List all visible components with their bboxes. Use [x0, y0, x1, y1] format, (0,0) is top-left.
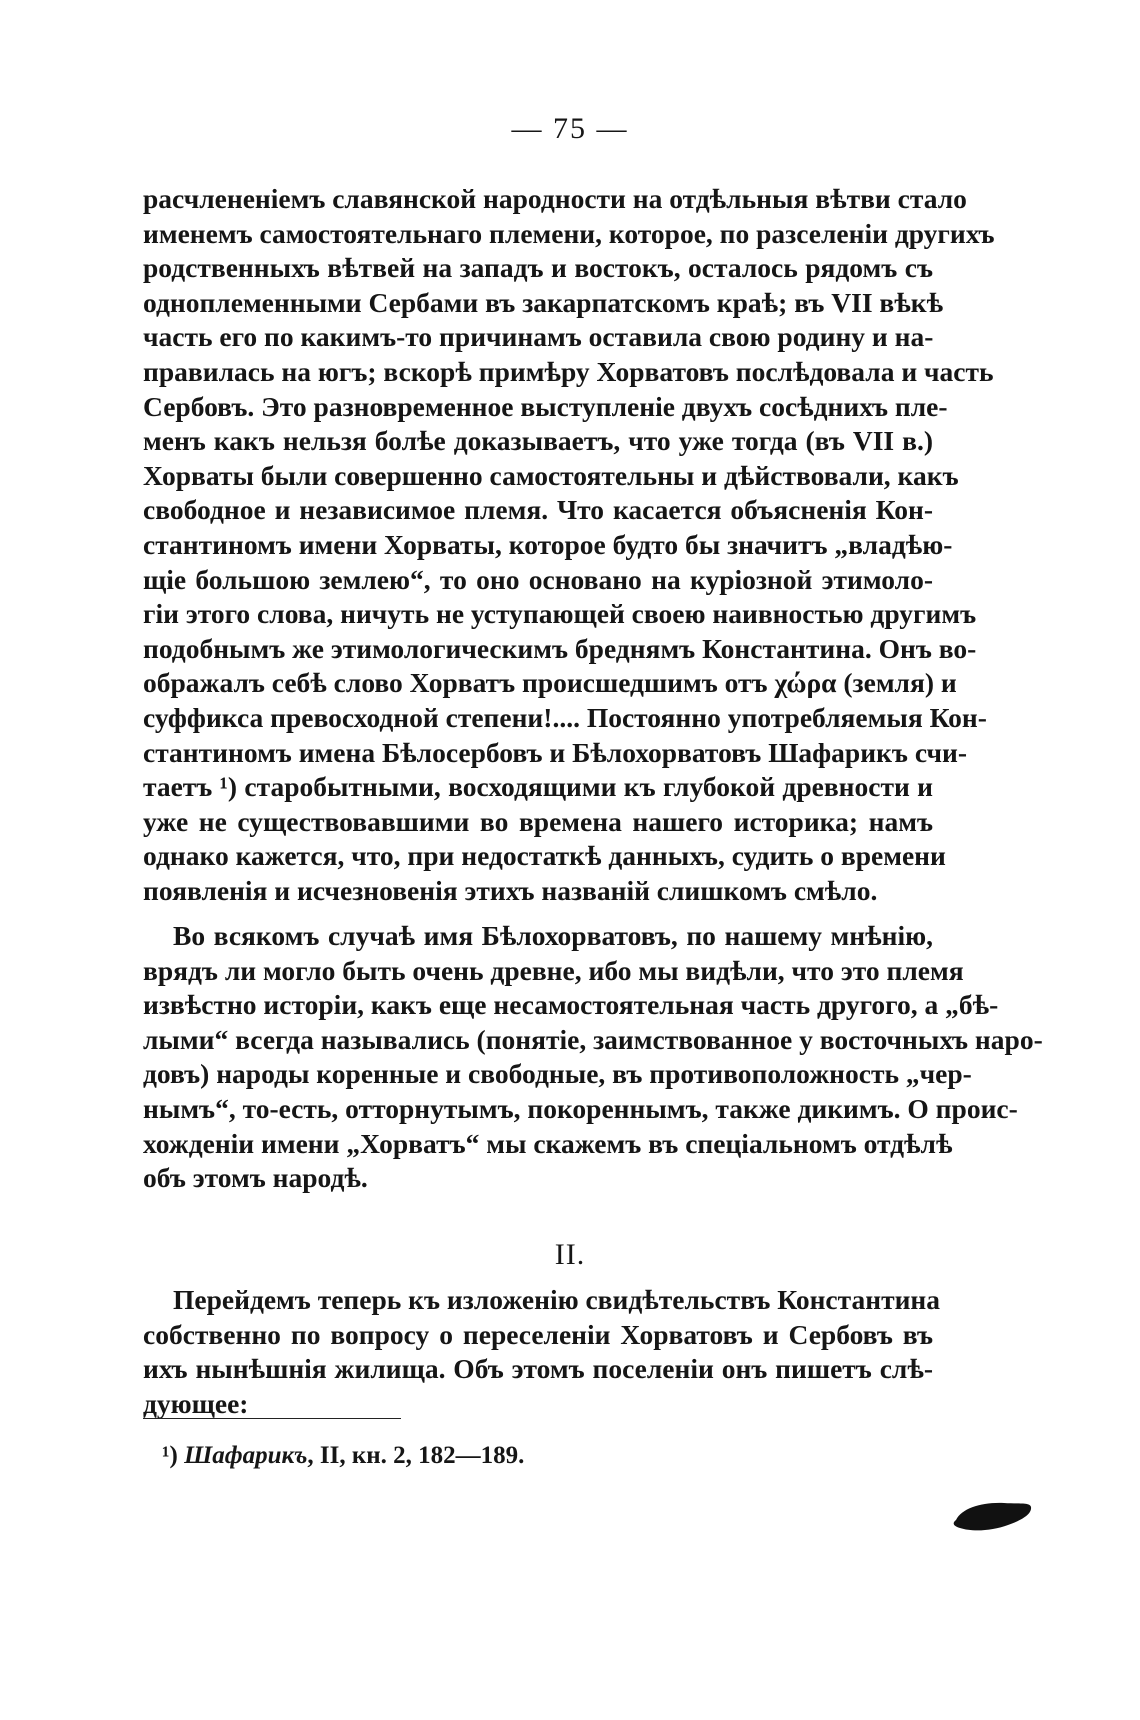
text-line: Хорваты были совершенно самостоятельны и дѣйствовали, какъ	[143, 459, 959, 491]
text-line: менъ какъ нельзя болѣе доказываетъ, что уже тогда (въ VII в.)	[143, 425, 933, 457]
text-line: Во всякомъ случаѣ имя Бѣлохорватовъ, по нашему мнѣнію,	[173, 920, 933, 951]
text-line: дующее:	[143, 1387, 249, 1419]
text-line: ихъ нынѣшнія жилища. Объ этомъ поселеніи онъ пишетъ слѣ-	[143, 1353, 933, 1385]
text-line: именемъ самостоятельнаго племени, которое, по разселеніи другихъ	[143, 217, 995, 249]
footnote-divider	[143, 1418, 401, 1419]
text-line: объ этомъ народѣ.	[143, 1162, 368, 1194]
text-line: стантиномъ имени Хорваты, которое будто бы значитъ „владѣю-	[143, 528, 953, 560]
text-line: лыми“ всегда назывались (понятіе, заимствованное у восточныхъ наро-	[143, 1023, 1043, 1055]
text-line: правилась на югъ; вскорѣ примѣру Хорватовъ послѣдовала и часть	[143, 355, 994, 387]
text-line: извѣстно исторіи, какъ еще несамостоятельная часть другого, а „бѣ-	[143, 989, 999, 1021]
text-line: однако кажется, что, при недостаткѣ данныхъ, судить о времени	[143, 840, 946, 872]
text-line: родственныхъ вѣтвей на западъ и востокъ, осталось рядомъ съ	[143, 252, 933, 284]
text-line: довъ) народы коренные и свободные, въ противоположность „чер-	[143, 1058, 972, 1090]
text-line: ображалъ себѣ слово Хорватъ происшедшимъ отъ χώρα (земля) и	[143, 667, 957, 699]
text-line: таетъ ¹) старобытными, восходящими къ глубокой древности и	[143, 771, 933, 803]
ink-blot-icon	[952, 1498, 1032, 1532]
text-line: уже не существовавшими во времена нашего историка; намъ	[143, 805, 933, 837]
paragraph-1	[143, 182, 995, 908]
text-line: суффикса превосходной степени!.... Постоянно употребляемыя Кон-	[143, 701, 987, 733]
text-line: Перейдемъ теперь къ изложенію свидѣтельствъ Константина	[173, 1284, 941, 1315]
footnote-reference: , II, кн. 2, 182—189.	[307, 1442, 525, 1469]
section-heading: II.	[554, 1238, 586, 1271]
footnote-marker: ¹)	[162, 1442, 178, 1469]
text-line: стантиномъ имена Бѣлосербовъ и Бѣлохорватовъ Шафарикъ счи-	[143, 736, 967, 768]
footnote	[162, 1442, 524, 1470]
footnote-author: Шафарикъ	[184, 1442, 308, 1469]
text-line: свободное и независимое племя. Что касается объясненія Кон-	[143, 494, 933, 526]
text-line: одноплеменными Сербами въ закарпатскомъ краѣ; въ VII вѣкѣ	[143, 286, 944, 318]
text-line: хожденіи имени „Хорватъ“ мы скажемъ въ спеціальномъ отдѣлѣ	[143, 1127, 953, 1159]
paragraph-3	[143, 1283, 941, 1421]
text-line: щіе большою землею“, то оно основано на куріозной этимоло-	[143, 563, 933, 595]
page-number: — 75 —	[511, 112, 629, 145]
text-line: часть его по какимъ-то причинамъ оставила свою родину и на-	[143, 321, 934, 353]
text-line: гіи этого слова, ничуть не уступающей своею наивностью другимъ	[143, 598, 977, 630]
text-line: врядъ ли могло быть очень древне, ибо мы видѣли, что это племя	[143, 954, 964, 986]
text-line: расчлененіемъ славянской народности на отдѣльныя вѣтви стало	[143, 183, 967, 214]
paragraph-2	[143, 919, 1043, 1196]
text-line: Сербовъ. Это разновременное выступленіе двухъ сосѣднихъ пле-	[143, 390, 948, 422]
text-line: появленія и исчезновенія этихъ названій слишкомъ смѣло.	[143, 874, 878, 906]
text-line: собственно по вопросу о переселеніи Хорватовъ и Сербовъ въ	[143, 1318, 933, 1350]
text-line: подобнымъ же этимологическимъ бреднямъ Константина. Онъ во-	[143, 632, 977, 664]
text-line: нымъ“, то-есть, отторнутымъ, покореннымъ, также дикимъ. О проис-	[143, 1092, 1018, 1124]
